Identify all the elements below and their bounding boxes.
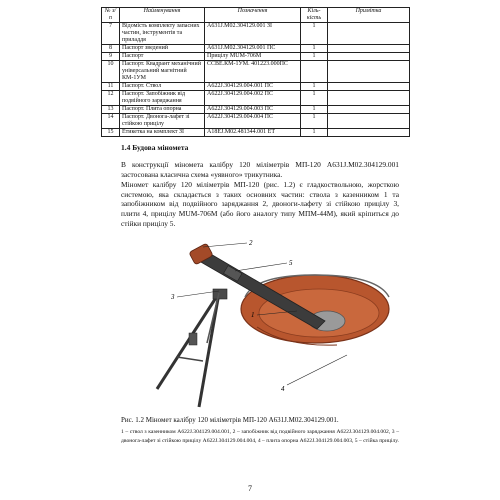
row-number: 10 xyxy=(102,61,120,83)
bipod-mount xyxy=(157,289,227,407)
page-number: 7 xyxy=(248,484,252,493)
row-note xyxy=(328,61,410,83)
table-row xyxy=(102,45,410,53)
row-name: Паспорт зведений xyxy=(120,45,205,53)
row-name: Паспорт xyxy=(120,53,205,61)
row-number: 12 xyxy=(102,91,120,106)
figure-label-5: 5 xyxy=(289,259,293,267)
row-note xyxy=(328,53,410,61)
row-designation: ССВЕ.КМ-1УМ. 401223.000ПС xyxy=(205,61,301,83)
figure-caption: Рис. 1.2 Міномет калібру 120 міліметрів МП-120 А631J.M02.304129.001. xyxy=(121,416,339,424)
table-row xyxy=(102,114,410,129)
row-quantity: 1 xyxy=(301,83,328,91)
row-designation: А622J.304129.004.003 ПС xyxy=(205,106,301,114)
row-quantity: 1 xyxy=(301,53,328,61)
figure-label-3: 3 xyxy=(171,293,175,301)
row-note xyxy=(328,129,410,137)
row-designation: А622J.304129.004.001 ПС xyxy=(205,83,301,91)
row-number: 15 xyxy=(102,129,120,137)
row-note xyxy=(328,83,410,91)
row-quantity: 1 xyxy=(301,106,328,114)
row-quantity: 1 xyxy=(301,114,328,129)
row-name: Паспорт. Ствол xyxy=(120,83,205,91)
paragraph-intro: В конструкції міномета калібру 120 міліметрів МП-120 А631J.M02.304129.001 застосована класична схема «уявного» трикутника. xyxy=(121,160,399,179)
row-note xyxy=(328,91,410,106)
table-row xyxy=(102,106,410,114)
row-name: Етикетка на комплект ЗІ xyxy=(120,129,205,137)
table-row xyxy=(102,61,410,83)
row-name: Паспорт. Запобіжник від подвійного заряджання xyxy=(120,91,205,106)
row-quantity: 1 xyxy=(301,91,328,106)
table-row xyxy=(102,129,410,137)
row-name: Відомість комплекту запасних частин, інструментів та приладдя xyxy=(120,23,205,45)
row-name: Паспорт. Квадрант механічний універсальний магнітний КМ-1УМ xyxy=(120,61,205,83)
row-note xyxy=(328,114,410,129)
row-number: 11 xyxy=(102,83,120,91)
row-quantity: 1 xyxy=(301,23,328,45)
equipment-table xyxy=(101,7,410,137)
header-name: Найменування xyxy=(120,8,205,23)
row-designation: А18ЕJ.М02.481344.001 ЕТ xyxy=(205,129,301,137)
row-designation: Прицілу МUM-706M xyxy=(205,53,301,61)
figure-legend: 1 – ствол з казенником А622J.304129.004.001, 2 – запобіжник від подвійного заряджання А622J.304129.004.002, 3 – двонога-лафет зі стійкою прицілу А622J.304129.004.004, 4 – плита опорна А622J.304129.004.003, 5 – стійка прицілу. xyxy=(121,429,399,444)
figure-label-4: 4 xyxy=(281,385,285,393)
figure-label-2: 2 xyxy=(249,239,253,247)
mortar-illustration xyxy=(137,235,397,410)
row-note xyxy=(328,23,410,45)
row-designation: А631J.M02.304129.001 ПС xyxy=(205,45,301,53)
header-note: Примітка xyxy=(328,8,410,23)
row-number: 8 xyxy=(102,45,120,53)
row-note xyxy=(328,45,410,53)
row-designation: А622J.304129.004.002 ПС xyxy=(205,91,301,106)
row-quantity xyxy=(301,61,328,83)
table-row xyxy=(102,91,410,106)
table-row xyxy=(102,23,410,45)
row-designation: А631J.M02.304129.001 ЗІ xyxy=(205,23,301,45)
table-header-row xyxy=(102,8,410,23)
row-number: 9 xyxy=(102,53,120,61)
figure-label-1: 1 xyxy=(251,311,255,319)
row-number: 14 xyxy=(102,114,120,129)
row-name: Паспорт. Плита опорна xyxy=(120,106,205,114)
header-number: № з/п xyxy=(102,8,120,23)
row-number: 13 xyxy=(102,106,120,114)
row-note xyxy=(328,106,410,114)
header-designation: Позначення xyxy=(205,8,301,23)
row-name: Паспорт. Двонога-лафет зі стійкою прицілу xyxy=(120,114,205,129)
row-quantity: 1 xyxy=(301,45,328,53)
table-row xyxy=(102,53,410,61)
table-row xyxy=(102,83,410,91)
paragraph-description: Міномет калібру 120 міліметрів МП-120 (рис. 1.2) є гладкоствольною, жорсткою системою, яка складається з таких основних частин: ствола з казенником 1 та запобіжником від подвійного заряджання 2, двоноги-лафету зі стійкою прицілу 3, плити 4, прицілу МUM-706M (або його аналогу типу МПМ-44М), який кріпиться до стійки прицілу 5. xyxy=(121,180,399,228)
row-designation: А622J.304129.004.004 ПС xyxy=(205,114,301,129)
row-quantity: 1 xyxy=(301,129,328,137)
row-number: 7 xyxy=(102,23,120,45)
section-heading: 1.4 Будова міномета xyxy=(121,143,189,152)
header-quantity: Кіль-кість xyxy=(301,8,328,23)
